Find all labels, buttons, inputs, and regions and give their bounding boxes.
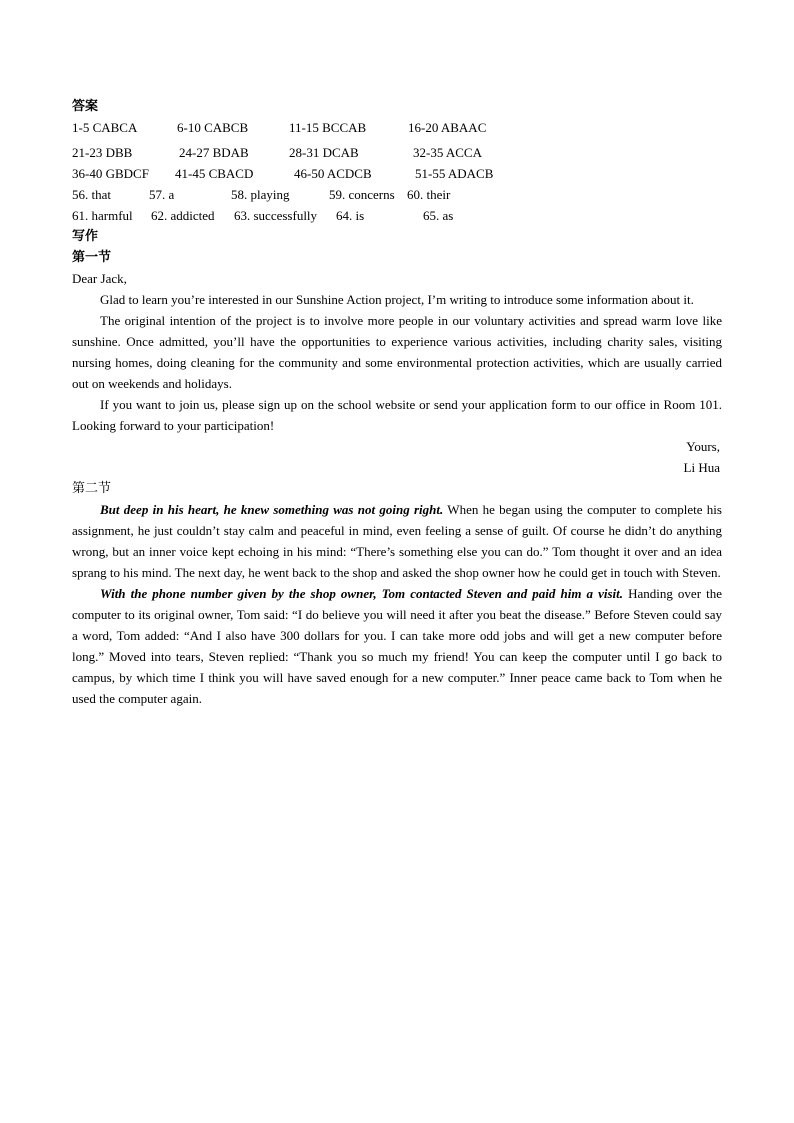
story-paragraph (72, 583, 722, 709)
answer-cell: 59. concerns (329, 187, 395, 202)
answer-row-1 (72, 117, 722, 138)
answer-cell: 1-5 CABCA (72, 120, 138, 135)
writing-heading: 写作 (72, 229, 99, 244)
answer-cell: 24-27 BDAB (179, 145, 249, 160)
answer-cell: 6-10 CABCB (177, 120, 249, 135)
letter-closing: Yours, (686, 439, 720, 454)
story-lead-sentence: But deep in his heart, he knew something was not going right. (100, 502, 444, 517)
letter-paragraph: If you want to join us, please sign up on the school website or send your application form to our office in Room 101. Looking forward to your participation! (72, 397, 722, 433)
story-paragraph (72, 499, 722, 583)
story-lead-sentence: With the phone number given by the shop owner, Tom contacted Steven and paid him a visit. (100, 586, 624, 601)
letter-salutation: Dear Jack, (72, 271, 127, 286)
section1-heading: 第一节 (72, 250, 112, 265)
section2-heading: 第二节 (72, 481, 112, 496)
answer-cell: 61. harmful (72, 208, 133, 223)
answer-cell: 56. that (72, 187, 111, 202)
answer-row-3 (72, 163, 722, 184)
answer-cell: 21-23 DBB (72, 145, 133, 160)
answer-cell: 58. playing (231, 187, 290, 202)
answer-cell: 46-50 ACDCB (294, 166, 372, 181)
answer-row-5 (72, 205, 722, 226)
answer-cell: 57. a (149, 187, 175, 202)
answer-heading: 答案 (72, 99, 99, 114)
answer-row-4 (72, 184, 722, 205)
answer-row-2 (72, 142, 722, 163)
answer-cell: 28-31 DCAB (289, 145, 359, 160)
answer-cell: 16-20 ABAAC (408, 120, 487, 135)
answer-cell: 41-45 CBACD (175, 166, 254, 181)
answer-cell: 51-55 ADACB (415, 166, 494, 181)
answer-cell: 64. is (336, 208, 365, 223)
letter-paragraph: Glad to learn you’re interested in our Sunshine Action project, I’m writing to introduce some information about it. (100, 292, 694, 307)
story-body: Handing over the computer to its original owner, Tom said: “I do believe you will need it after you beat the disease.” Before Steven could say a word, Tom added: “And I also have 300 dollars for you. I can take more odd jobs and will get a new computer before long.” Moved into tears, Steven replied: “Thank you so much my friend! You can keep the computer until I go back to campus, by which time I think you will have saved enough for a new computer.” Inner peace came back to Tom when he used the computer again. (72, 586, 722, 706)
answer-cell: 63. successfully (234, 208, 318, 223)
answer-cell: 32-35 ACCA (413, 145, 482, 160)
letter-paragraph: The original intention of the project is to involve more people in our voluntary activities and spread warm love like sunshine. Once admitted, you’ll have the opportunities to experience various activities, including charity sales, visiting nursing homes, doing cleaning for the community and some environmental protection activities, which are usually carried out on weekends and holidays. (72, 313, 722, 391)
story-body: When he began using the computer to complete his assignment, he just couldn’t stay calm and peaceful in mind, even feeling a sense of guilt. Of course he didn’t do anything wrong, but an inner voice kept echoing in his mind: “There’s something else you can do.” Tom thought it over and an idea sprang to his mind. The next day, he went back to the shop and asked the shop owner how he could get in touch with Steven. (72, 502, 722, 580)
answer-cell: 65. as (423, 208, 454, 223)
answer-cell: 36-40 GBDCF (72, 166, 149, 181)
letter-signature: Li Hua (683, 460, 720, 475)
answer-cell: 62. addicted (151, 208, 215, 223)
answer-cell: 11-15 BCCAB (289, 120, 367, 135)
document-page (72, 96, 722, 709)
answer-cell: 60. their (407, 187, 451, 202)
